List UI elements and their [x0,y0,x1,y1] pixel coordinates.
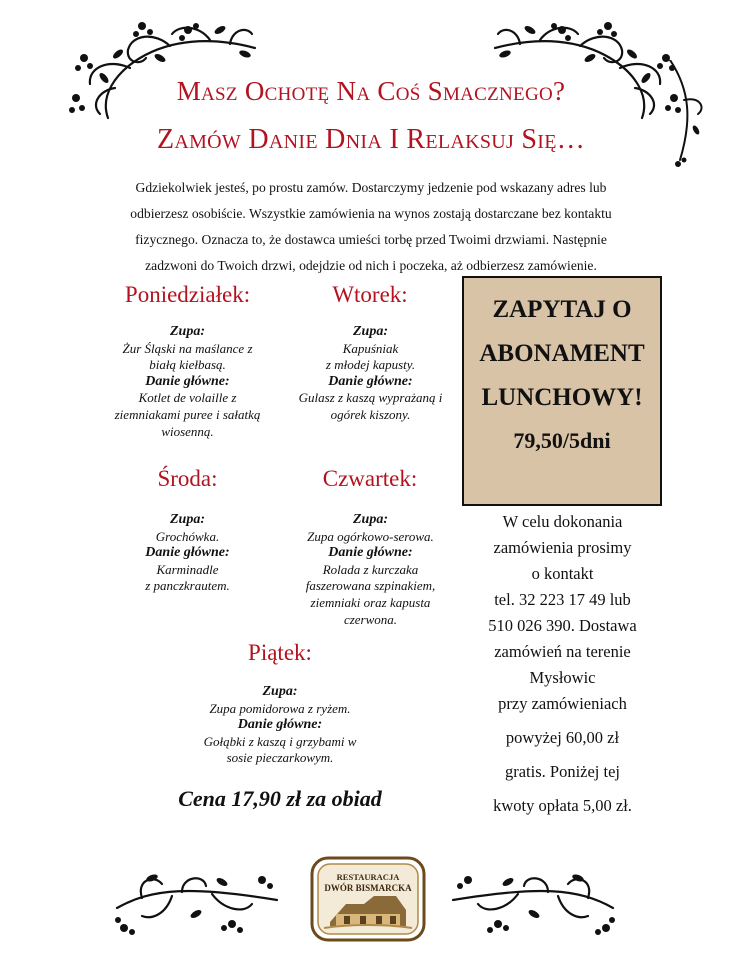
main-label: Danie główne: [145,545,230,561]
soup-label: Zupa: [353,512,388,527]
intro-paragraph [110,175,632,279]
main-line: ziemniaki oraz kapusta [310,594,431,610]
floral-ornament-bottom-right-icon [448,868,618,938]
main-line: z panczkrautem. [145,578,230,594]
soup-label: Zupa: [262,684,298,699]
soup-line: Zupa pomidorowa z ryżem. [209,700,351,716]
main-label: Danie główne: [237,717,323,733]
main-line: Karminadle [156,561,219,577]
main-label: Danie główne: [145,373,230,389]
day-friday-heading: Piątek: [248,640,312,665]
day-thursday-menu [278,512,463,628]
day-wednesday-menu [100,512,275,595]
contact-line: powyżej 60,00 zł [505,728,620,747]
day-friday-menu [185,684,375,767]
promo-line: LUNCHOWY! [481,384,643,411]
contact-line: o kontakt [531,564,594,583]
promo-line: ABONAMENT [479,340,645,367]
day-thursday-heading: Czwartek: [322,466,418,491]
restaurant-logo-icon [310,856,426,942]
soup-line: białą kiełbasą. [149,357,226,373]
soup-line: Żur Śląski na maślance z [122,340,253,356]
contact-line: gratis. Poniżej tej [504,762,621,781]
contact-line: zamówień na terenie [494,642,631,661]
contact-line: przy zamówieniach [498,694,627,713]
day-monday-heading: Poniedziałek: [124,282,251,307]
intro-line: fizycznego. Oznacza to, że dostawca umieści torbę przed Twoimi drzwiami. Następnie [135,232,607,247]
lunch-price: Cena 17,90 zł za obiad [178,786,382,811]
main-line: ziemniakami puree i sałatką [114,406,261,422]
contact-phone-line: tel. 32 223 17 49 lub [494,590,631,609]
main-line: Kotlet de volaille z [138,390,237,406]
main-label: Danie główne: [328,545,413,561]
day-tuesday-menu [278,324,463,424]
promo-price: 79,50/5dni [513,428,611,453]
main-label: Danie główne: [328,373,413,389]
contact-line: kwoty opłata 5,00 zł. [493,796,632,815]
intro-line: zadzwoni do Twoich drzwi, odejdzie od nich i poczeka, aż odbierzesz zamówienie. [145,258,597,273]
day-tuesday-heading: Wtorek: [332,282,408,307]
contact-line: zamówienia prosimy [493,538,632,557]
contact-line: W celu dokonania [502,512,623,531]
main-line: faszerowana szpinakiem, [305,578,436,594]
logo-text-line1: RESTAURACJA [336,872,400,882]
headline-question: Masz Ochotę Na Coś Smacznego? [176,76,566,106]
main-line: Gołąbki z kaszą i grzybami w [203,733,357,749]
soup-label: Zupa: [170,512,205,527]
intro-line: Gdziekolwiek jesteś, po prostu zamów. Dostarczymy jedzenie pod wskazany adres lub [135,180,607,195]
main-line: Gulasz z kaszą wyprażaną i [298,390,443,406]
logo-text-line2: DWÓR BISMARCKA [324,883,412,893]
soup-label: Zupa: [170,324,205,339]
soup-line: z młodej kapusty. [325,357,416,373]
soup-label: Zupa: [353,324,388,339]
contact-line: 510 026 390. Dostawa [488,616,637,635]
main-line: sosie pieczarkowym. [226,750,334,766]
contact-info [460,512,665,826]
floral-ornament-top-left-icon [60,18,260,128]
soup-line: Kapuśniak [342,340,399,356]
day-wednesday-heading: Środa: [157,466,218,491]
soup-line: Grochówka. [155,528,220,544]
main-line: wiosenną. [161,423,214,439]
intro-line: odbierzesz osobiście. Wszystkie zamówienia na wynos zostają dostarczane bez kontaktu [130,206,612,221]
promo-line: ZAPYTAJ O [492,296,632,323]
soup-line: Zupa ogórkowo-serowa. [307,528,434,544]
main-line: ogórek kiszony. [330,406,411,422]
main-line: Rolada z kurczaka [322,561,419,577]
contact-line: Mysłowic [529,668,596,687]
headline-call-to-action: Zamów Danie Dnia I Relaksuj Się… [156,124,586,155]
floral-ornament-bottom-left-icon [112,868,282,938]
subscription-promo-box [462,276,662,506]
day-monday-menu [95,324,280,440]
main-line: czerwona. [343,611,398,627]
